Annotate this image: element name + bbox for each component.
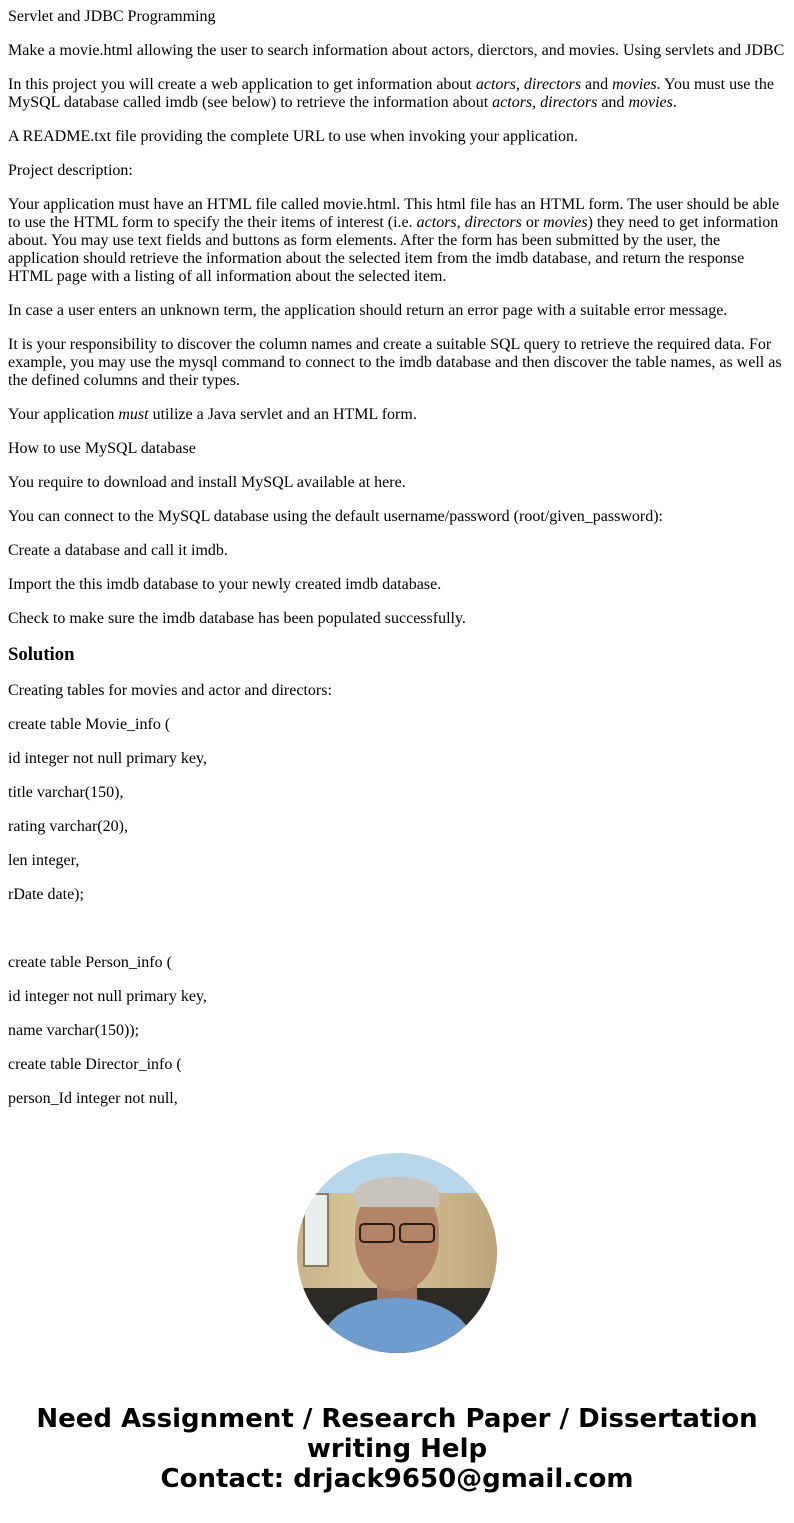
paragraph: [8, 42, 786, 60]
text-run: Make a movie.html allowing the user to search information about actors, dierctors, and movies. Using servlets and JDBC: [8, 42, 785, 59]
text-run: ,: [515, 76, 524, 93]
author-avatar: [297, 1153, 497, 1353]
contact-banner: [20, 1404, 774, 1494]
paragraph: [8, 542, 786, 560]
paragraph: [8, 196, 786, 286]
paragraph: [8, 440, 786, 458]
text-run: utilize a Java servlet and an HTML form.: [148, 406, 417, 423]
text-run: .: [672, 94, 677, 111]
emphasized-text: actors: [492, 94, 533, 111]
text-run: Servlet and JDBC Programming: [8, 8, 216, 25]
text-run: You can connect to the MySQL database using the default username/password (root/given_password):: [8, 508, 663, 525]
text-run: or: [521, 214, 544, 231]
text-run: and: [581, 76, 613, 93]
paragraph: [8, 8, 786, 26]
blank-line: [8, 920, 786, 938]
text-run: Import the this imdb database to your newly created imdb database.: [8, 576, 442, 593]
emphasized-text: movies: [543, 214, 588, 231]
paragraph: [8, 406, 786, 424]
code-line: title varchar(150),: [8, 784, 124, 801]
text-run: How to use MySQL database: [8, 440, 196, 457]
paragraph: [8, 576, 786, 594]
code-line: name varchar(150));: [8, 1022, 140, 1039]
text-run: ) they need to get information about. You may use text fields and buttons as form elements. After the form has been submitted by the user, the application should retrieve the information about the selected item from the imdb database, and return the response HTML page with a listing of all information about the selected item.: [8, 214, 779, 285]
solution-code-part-1: [8, 682, 786, 904]
emphasized-text: directors: [540, 94, 598, 111]
text-run: . You must use the MySQL database called imdb (see below) to retrieve the information about: [8, 76, 774, 111]
code-line: rating varchar(20),: [8, 818, 128, 835]
glasses-icon: [359, 1223, 435, 1241]
text-run: You require to download and install MySQL available at here.: [8, 474, 406, 491]
paragraph: [8, 302, 786, 320]
emphasized-text: movies: [628, 94, 673, 111]
text-run: Project description:: [8, 162, 133, 179]
emphasized-text: actors: [475, 76, 516, 93]
code-line: person_Id integer not null,: [8, 1090, 178, 1107]
paragraph: [8, 508, 786, 526]
paragraph: [8, 610, 786, 628]
assignment-description: [8, 8, 786, 628]
code-line: id integer not null primary key,: [8, 988, 207, 1005]
emphasized-text: directors: [464, 214, 522, 231]
emphasized-text: must: [118, 406, 149, 423]
text-run: In this project you will create a web application to get information about: [8, 76, 476, 93]
text-run: Check to make sure the imdb database has been populated successfully.: [8, 610, 466, 627]
code-line: create table Director_info (: [8, 1056, 182, 1073]
text-run: Create a database and call it imdb.: [8, 542, 228, 559]
paragraph: [8, 162, 786, 180]
emphasized-text: directors: [523, 76, 582, 93]
code-line: create table Person_info (: [8, 954, 172, 971]
code-line: id integer not null primary key,: [8, 750, 207, 767]
text-run: A README.txt file providing the complete URL to use when invoking your application.: [8, 128, 578, 145]
solution-code-part-2: [8, 954, 786, 1108]
text-run: ,: [532, 94, 541, 111]
code-line: Creating tables for movies and actor and directors:: [8, 682, 332, 699]
help-text: Need Assignment / Research Paper / Dissertation writing Help: [36, 1404, 758, 1464]
paragraph: [8, 128, 786, 146]
text-run: and: [597, 94, 629, 111]
text-run: Your application: [8, 406, 119, 423]
text-run: In case a user enters an unknown term, the application should return an error page with a suitable error message.: [8, 302, 728, 319]
emphasized-text: actors: [416, 214, 457, 231]
text-run: ,: [456, 214, 465, 231]
solution-heading: Solution: [8, 644, 75, 665]
emphasized-text: movies: [612, 76, 657, 93]
code-line: create table Movie_info (: [8, 716, 171, 733]
paragraph: [8, 336, 786, 390]
code-line: len integer,: [8, 852, 80, 869]
paragraph: [8, 76, 786, 112]
paragraph: [8, 474, 786, 492]
text-run: It is your responsibility to discover the column names and create a suitable SQL query to retrieve the required data. For example, you may use the mysql command to connect to the imdb database and then discover the table names, as well as the defined columns and their types.: [8, 336, 782, 389]
code-line: rDate date);: [8, 886, 84, 903]
contact-email: Contact: drjack9650@gmail.com: [160, 1464, 634, 1494]
text-run: Your application must have an HTML file called movie.html. This html file has an HTML form. The user should be able to use the HTML form to specify the their items of interest (i.e.: [8, 196, 780, 231]
